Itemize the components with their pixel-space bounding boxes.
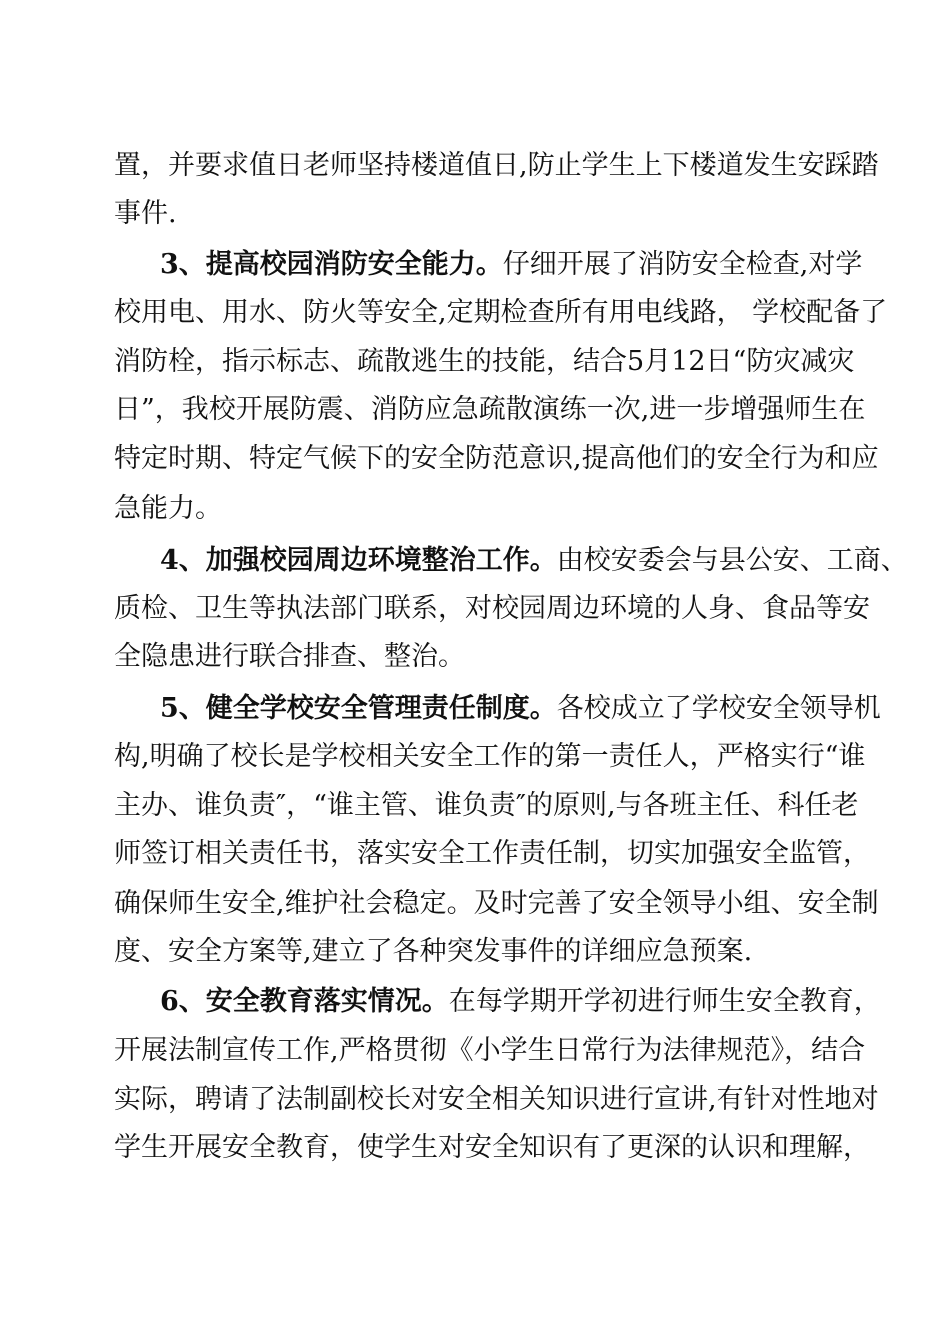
text-line: 构,明确了校长是学校相关安全工作的第一责任人，严格实行“谁: [114, 741, 866, 772]
paragraph-3-first-line: [160, 245, 862, 285]
text-line: 开展法制宣传工作,严格贯彻《小学生日常行为法律规范》，结合: [114, 1035, 866, 1066]
text-line: 置，并要求值日老师坚持楼道值日,防止学生上下楼道发生安踩踏: [114, 150, 879, 181]
text-line: 急能力。: [114, 493, 222, 524]
text-line: 特定时期、特定气候下的安全防范意识,提高他们的安全行为和应: [114, 443, 879, 474]
text-line: 师签订相关责任书，落实安全工作责任制，切实加强安全监管，: [114, 838, 870, 869]
paragraph-5-first-line: [160, 689, 881, 729]
text-line: 全隐患进行联合排查、整治。: [114, 641, 465, 672]
text-run: 仔细开展了消防安全检查,对学: [502, 249, 863, 280]
section-heading: 5、健全学校安全管理责任制度。: [160, 693, 557, 724]
paragraph-6-first-line: [160, 982, 881, 1022]
text-line: 校用电、用水、防火等安全,定期检查所有用电线路， 学校配备了: [114, 297, 888, 328]
text-line: 度、安全方案等,建立了各种突发事件的详细应急预案.: [114, 936, 753, 967]
text-line: 事件.: [114, 198, 177, 229]
section-heading: 3、提高校园消防安全能力。: [160, 249, 503, 280]
text-line: 确保师生安全,维护社会稳定。及时完善了安全领导小组、安全制: [114, 888, 879, 919]
text-line: 日”，我校开展防震、消防应急疏散演练一次,进一步增强师生在: [114, 394, 866, 425]
text-line: 学生开展安全教育，使学生对安全知识有了更深的认识和理解，: [114, 1132, 870, 1163]
text-line: 消防栓，指示标志、疏散逃生的技能，结合5月12日“防灾减灾: [114, 346, 855, 377]
text-run: 在每学期开学初进行师生安全教育，: [448, 986, 881, 1017]
paragraph-4-first-line: [160, 541, 908, 581]
text-line: 实际，聘请了法制副校长对安全相关知识进行宣讲,有针对性地对: [114, 1084, 879, 1115]
text-line: 主办、谁负责″，“谁主管、谁负责″的原则,与各班主任、科任老: [114, 790, 859, 821]
section-heading: 6、安全教育落实情况。: [160, 986, 449, 1017]
text-run: 各校成立了学校安全领导机: [556, 693, 881, 724]
text-run: 由校安委会与县公安、工商、: [556, 545, 908, 576]
text-line: 质检、卫生等执法部门联系，对校园周边环境的人身、食品等安: [114, 593, 870, 624]
section-heading: 4、加强校园周边环境整治工作。: [160, 545, 557, 576]
